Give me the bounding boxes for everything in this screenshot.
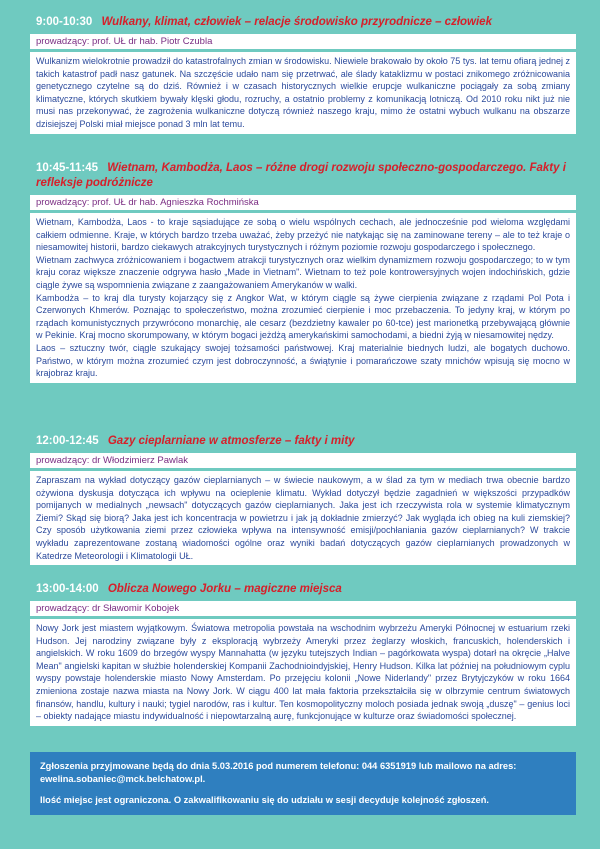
session-2-lecturer: prowadzący: prof. UŁ dr hab. Agnieszka Rochmińska (30, 195, 576, 210)
session-4-lecturer: prowadzący: dr Sławomir Kobojek (30, 601, 576, 616)
registration-info: Zgłoszenia przyjmowane będą do dnia 5.03.2016 pod numerem telefonu: 044 6351919 lub mailowo na adres: ewelina.sobaniec@mck.belchatow.pl. (40, 761, 517, 784)
session-1-time: 9:00-10:30 (36, 16, 93, 28)
paragraph: Wietnam, Kambodża, Laos - to kraje sąsiadujące ze sobą o wielu wspólnych cechach, ale jednocześnie pod wieloma względami całkiem odmienne. Kraje, w których bardzo trzeba uważać, żeby przeżyć nie natykając się na zaminowane tereny – ale to też kraje o niesamowitej historii, bardzo ciekawych atrakcyjnych turystycznych i różnym poziomie rozwoju gospodarczego i społecznego. (36, 217, 570, 253)
paragraph: Laos – sztuczny twór, ciągle szukający swojej tożsamości państwowej. Kraj materialnie biednych ludzi, ale bogatych duchowo. Państwo, w którym można zrozumieć czym jest dobroczynność, a świątynie i pomarańczowe szaty mnichów wpisują się mocno w krajobraz kraju. (36, 342, 570, 379)
paragraph: Wietnam zachwyca zróżnicowaniem i bogactwem atrakcji turystycznych oraz wielkim dynamizmem rozwoju gospodarczego; to w tym kraju coraz większe znaczenie odgrywa hasło „Made in Vietnam". Wietnam to też pole kontrowersyjnych wojen indochińskich, gdzie ciągle żywe są wspomnienia związane z zaangażowaniem Amerykanów w walki. (36, 254, 570, 290)
session-2-time: 10:45-11:45 (36, 162, 99, 174)
session-2 (30, 158, 576, 383)
session-3-lecturer: prowadzący: dr Włodzimierz Pawlak (30, 453, 576, 468)
session-1 (30, 12, 576, 134)
session-4-time: 13:00-14:00 (36, 583, 99, 595)
session-4-header (30, 579, 576, 599)
session-2-header (30, 158, 576, 193)
session-3 (30, 431, 576, 565)
paragraph: Kambodża – to kraj dla turysty kojarzący się z Angkor Wat, w którym ciągle są żywe cierpienia związane z rządami Pol Pota i Czerwonych Khmerów. Poznając to społeczeństwo, można zrozumieć cierpienie i moc przebaczenia. To jedyny kraj, w którym po rządach komunistycznych przywrócono monarchię, ale cesarz (bezdzietny kawaler po 60-tce) jest marionetką przebywającą głównie w Pekinie. Kraj mocno skorumpowany, w którym bogaci jeżdżą amerykańskimi samochodami, a biedni żyją w niesamowitej nędzy. (36, 292, 570, 341)
session-2-title: Wietnam, Kambodża, Laos – różne drogi rozwoju społeczno-gospodarczego. Fakty i refleksje podróżnicze (36, 162, 566, 189)
session-4 (30, 579, 576, 726)
session-1-header (30, 12, 576, 32)
session-1-title: Wulkany, klimat, człowiek – relacje środowisko przyrodnicze – człowiek (101, 16, 492, 28)
seat-limit-note: Ilość miejsc jest ograniczona. O zakwalifikowaniu się do udziału w sesji decyduje kolejność zgłoszeń. (40, 795, 489, 805)
registration-footer (30, 752, 576, 815)
session-1-description (30, 52, 576, 134)
session-4-description (30, 619, 576, 726)
session-2-description (30, 213, 576, 383)
session-3-title: Gazy cieplarniane w atmosferze – fakty i mity (107, 435, 355, 447)
footer-spacer (40, 786, 566, 794)
paragraph: Wulkanizm wielokrotnie prowadził do katastrofalnych zmian w środowisku. Niewiele brakowało by około 75 tys. lat temu ofiarą jednej z takich katastrof padł nasz gatunek. Na szczęście udało nam się przetrwać, ale ślady kataklizmu w postaci znikomego zróżnicowania genetycznego czytelne są do dziś. Również i w czasach historycznych wielkie erupcje wulkaniczne pociągały za sobą zmiany klimatyczne, których skutkiem bywały klęski głodu, rozruchy, a ostatnio problemy z komunikacją lotniczą. Od 2010 roku nikt już nie musi nas przekonywać, że zagrożenia wulkaniczne dotyczą również naszego kraju, mimo że ostatni wybuch wulkanu na obszarze dzisiejszej Polski miał miejsce ponad 3 mln lat temu. (36, 56, 570, 129)
session-3-description (30, 471, 576, 565)
session-3-header (30, 431, 576, 451)
paragraph: Zapraszam na wykład dotyczący gazów cieplarnianych – w świecie naukowym, a w ślad za tym w mediach trwa obecnie bardzo ożywiona dyskusja dotycząca ich wpływu na ocieplenie klimatu. Wykład dotyczył będzie zagadnień w większości przypadków pomijanych w medialnych „newsach" dotyczących gazów cieplarnianych. Jaka jest ich rzeczywista rola w systemie klimatycznym Ziemi? Skąd się biorą? Jaka jest ich koncentracja w powietrzu i jak ją dokładnie zmierzyć? Jak wygląda ich obieg na kuli ziemskiej? Czy sposób użytkowania ziemi przez człowieka wpływa na intensywność emisji/pochłaniania gazów cieplarnianych? W trakcie wykładu zaprezentowane zostaną wiadomości ogólne oraz wyniki badań dotyczących gazów cieplarnianych prowadzonych w Katedrze Meteorologii i Klimatologii UŁ. (36, 475, 570, 561)
session-4-title: Oblicza Nowego Jorku – magiczne miejsca (107, 583, 342, 595)
session-3-time: 12:00-12:45 (36, 435, 99, 447)
session-1-lecturer: prowadzący: prof. UŁ dr hab. Piotr Czubla (30, 34, 576, 49)
paragraph: Nowy Jork jest miastem wyjątkowym. Światowa metropolia powstała na wschodnim wybrzeżu Ameryki Północnej w estuarium rzeki Hudson. Jej narodziny związane były z eksploracją wybrzeży Ameryki przez żeglarzy włoskich, francuskich, holenderskich i angielskich. W roku 1609 do brzegów wyspy Mannahatta (w języku tutejszych Indian – pagórkowata wyspa) dotarł na okręcie „Halve Mean" angielski kapitan w służbie holenderskiej Kompanii Zachodnioindyjskiej, Henry Hudson. Kilka lat później na południowym cyplu wyspy powstaje holenderskie miasto Nowy Amsterdam. Po przejęciu kolonii „Nowe Niderlandy" przez Brytyjczyków w roku 1664 zmieniona zostaje nazwa miasta na Nowy Jork. W ciągu 400 lat mała faktoria przekształciła się w olbrzymie centrum światowych finansów, handlu, kultury i nauki; tygiel narodów, ras i kultur. Ten kosmopolityczny moloch posiada jednak swoją „duszę" – genius loci – obiekty nadające miastu indywidualność i niepowtarzalną aurę, funkcjonujące w kulturze oraz świadomości społecznej. (36, 623, 570, 722)
